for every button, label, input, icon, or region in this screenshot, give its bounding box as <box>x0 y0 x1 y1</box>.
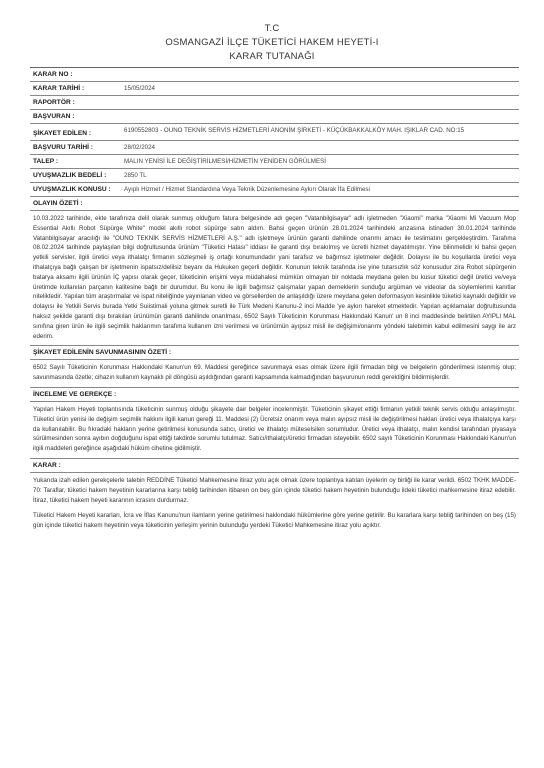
section-body-karar <box>30 473 519 535</box>
section-title-olay-ozeti: OLAYIN ÖZETİ : <box>30 197 519 211</box>
field-label: TALEP : <box>33 158 59 165</box>
field-label: KARAR NO : <box>33 71 73 78</box>
section-body-olay-ozeti <box>30 211 519 346</box>
field-label: ŞİKAYET EDİLEN : <box>33 130 92 137</box>
field-value: MALIN YENİSİ İLE DEĞİŞTİRİLMESİ/HİZMETİN YENİDEN GÖRÜLMESİ <box>124 158 326 165</box>
field-value: Ayıplı Hizmet / Hizmet Standardına Veya Teknik Düzenlemesine Aykırı Olarak İfa Edilmesi <box>124 186 370 193</box>
field-raportor <box>30 96 519 110</box>
field-uyusmazlik-bedeli <box>30 169 519 183</box>
field-value: 2850 TL <box>124 172 147 179</box>
paragraph: Tüketici Hakem Heyeti kararları, İcra ve İflas Kanunu'nun ilamların yerine getirilmesi hakkındaki hükümlerine göre yerine getirilir. Bu kararlara karşı tebliğ tarihinden on beş (15) gün içinde tüketici hakem heyetinin veya tüketicinin yerleşim yerinin bulunduğu yerdeki Tüketici Mahkemesine itiraz yolu açıktır. <box>33 512 516 530</box>
paragraph: 6502 Sayılı Tüketicinin Korunması Hakkındaki Kanun'un 69. Maddesi gereğince savunmaya esas olmak üzere ilgili firmadan bilgi ve belgelerin gönderilmesi istenmiş olup; savunmasında özetle; cihazın kullanım kaynaklı pil döngüsü aşıldığından garanti kapsamında kalmadığından başvurunun reddi gerektiğini bildirmişlerdir. <box>33 364 516 382</box>
paragraph: Yukarıda izah edilen gerekçelerle talebin REDDİNE Tüketici Mahkemesine itiraz yolu açık olmak üzere toplantıya katılan üyelerin oy birliği ile karar verildi. 6502 TKHK MADDE-70: Taraflar, tüketici hakem heyetinin kararlarına karşı tebliğ tarihinden itibaren on beş gün içinde tüketici hakem heyetinin bulunduğu ildeki tüketici mahkemesine itiraz edebilir. İtiraz, tüketici hakem heyeti kararının icrasını durdurmaz. <box>33 476 516 504</box>
decision-form <box>30 67 519 535</box>
paragraph: Yapılan Hakem Heyeti toplantısında tüketicinin sunmuş olduğu şikayete dair belgeler incelenmiştir. Tüketicinin şikayet ettiği firmanın yetkili teknik servis olduğu anlaşılmıştır. Tüketici ürün yenisi ile değişim seçimlik hakkını ilgili kanun gereği 11. Maddesi (2) Ücretsiz onarım veya malın ayıpsız misli ile değiştirilmesi hakları üretici veya ithalatçıya karşı da kullanılabilir. Bu fıkradaki hakların yerine getirilmesi konusunda satıcı, üretici ve ithalatçı müteselsilen sorumludur. Üretici veya ithalatçı, malın kendisi tarafından piyasaya sürülmesinden sonra ayıbın doğduğunu ispat ettiği takdirde sorumlu tutulmaz. Satıcı/ithalatçı/üretici firmadan isteyebilir. 6502 sayılı Tüketicinin Korunması Hakkındaki Kanun'un ilgili maddeleri gereğince aşağıdaki hüküm cihetine gidilmiştir. <box>33 405 516 453</box>
field-uyusmazlik-konusu <box>30 183 519 197</box>
section-title-savunma-ozeti: ŞİKAYET EDİLENİN SAVUNMASININ ÖZETİ : <box>30 346 519 360</box>
field-value <box>121 68 519 81</box>
field-karar-tarihi <box>30 82 519 96</box>
header-title: KARAR TUTANAĞI <box>229 51 315 62</box>
field-value <box>121 96 519 109</box>
field-karar-no <box>30 68 519 82</box>
field-label: UYUŞMAZLIK KONUSU : <box>33 186 111 193</box>
field-label: BAŞVURU TARİHİ : <box>33 144 93 151</box>
field-value: 15/05/2024 <box>124 85 155 92</box>
paragraph: 10.03.2022 tarihinde, ekte tarafınıza delil olarak sunmuş olduğum fatura belgesinde adı geçen "Vatanbilgisayar" adlı işletmeden "Xiaomi" marka "Xiaomi Mi Vacuum Mop Essential Akıllı Robot Süpürge White" model akıllı robot süpürge satın aldım. Bahsi geçen ürünün 28.01.2024 tarihindeki arızasına istinaden 30.01.2024 tarihinde Vatanbilgisayar aracılığı ile "OUNO TEKNİK SERVİS HİZMETLERİ A.Ş." adlı işletmeye ürünün garanti dahilinde onarımı amacı ile teslimatını gerçekleştirdim. Tarafıma 08.02.2024 tarihinde paylaşılan bilgi doğrultusunda ürünüm "Tüketici Hatası" iddiası ile garanti dışı bırakılmış ve ücretli hizmet dayatılmıştır. Yine bilinmelidir ki bahsi geçen yetkili servisler, ilgili üretici veya ithalatçı firmanın sözleşmeli iş ortağı konumundadır yani tarafsız ve bağımsız işletmeler değildir. Dolayısı ile bu koşullarda üretici veya ithalatçıya bağlı çalışan bir işletmenin ispatsız/delilsiz beyanı da Hukuken geçerli değildir. Konunun teknik tarafında ise yine tutarsızlık söz konusudur zira Robot süpürgenin batarya aksamı ilgili ürünün İÇ yapısı olarak geçer, tüketicinin erişimi veya müdahalesi mümkün olmayan bir noktada meydana gelen bu kusur tüketici değil üretici ve/veya üretimde kullanılan parçanın kalitesine bağlı bir durumdur. Bu konu ile ilgili bağımsız çalışmalar yapan derneklerin sunduğu argüman ve videolar da söylemlerimi kanıtlar niteliktedir. Yapılan tüm araştırmalar ve ispat niteliğinde yayınlanan video ve görsellerden de anlaşıldığı üzere meydana gelen deformasyon kesinlikle tüketici kaynaklı değildir ve dolayısı ile Yetkili Servis burada Yetki Suiistimali yoluna gitmek suretli ile Türk Medeni Kanunu-2 inci Madde 'ye aykırı hareket etmektedir. Yapılan açıklamalar doğrultusunda haksız şekilde garanti dışı bırakılan ürünümün garanti dahilinde onarılması, 6502 Sayılı Tüketicinin Korunması Hakkındaki Kanun' un 8 inci maddesinde belirtilen AYIPLI MAL sınıfına giren ürün ile ilgili seçimlik haklarımın tarafıma kullanım izni verilmesi ve ürünümün ayıpsız misli ile değişimi/onarımı yöndeki talebimin kabul edilmesini saygı ile arz ederim. <box>33 215 516 340</box>
header-committee: OSMANGAZİ İLÇE TÜKETİCİ HAKEM HEYETİ-I <box>165 37 379 48</box>
field-value: 28/02/2024 <box>124 144 155 151</box>
section-body-savunma-ozeti <box>30 360 519 388</box>
section-body-inceleme-gerekce <box>30 402 519 459</box>
field-basvuru-tarihi <box>30 141 519 155</box>
field-label: RAPORTÖR : <box>33 99 75 106</box>
field-sikayet-edilen <box>30 124 519 141</box>
field-label: KARAR TARİHİ : <box>33 85 85 92</box>
section-title-inceleme-gerekce: İNCELEME VE GEREKÇE : <box>30 388 519 402</box>
document-header <box>0 0 544 64</box>
field-label: BAŞVURAN : <box>33 113 75 120</box>
field-talep <box>30 155 519 169</box>
field-value <box>121 110 519 123</box>
header-republic: T.C <box>264 23 280 34</box>
field-value: 6190552803 - OUNO TEKNİK SERVİS HİZMETLERİ ANONİM ŞİRKETİ - KÜÇÜKBAKKALKÖY MAH. IŞIKLAR CAD. NO:15 <box>124 127 465 134</box>
section-title-karar: KARAR : <box>30 459 519 473</box>
field-label: UYUŞMAZLIK BEDELİ : <box>33 172 107 179</box>
field-basvuran <box>30 110 519 124</box>
